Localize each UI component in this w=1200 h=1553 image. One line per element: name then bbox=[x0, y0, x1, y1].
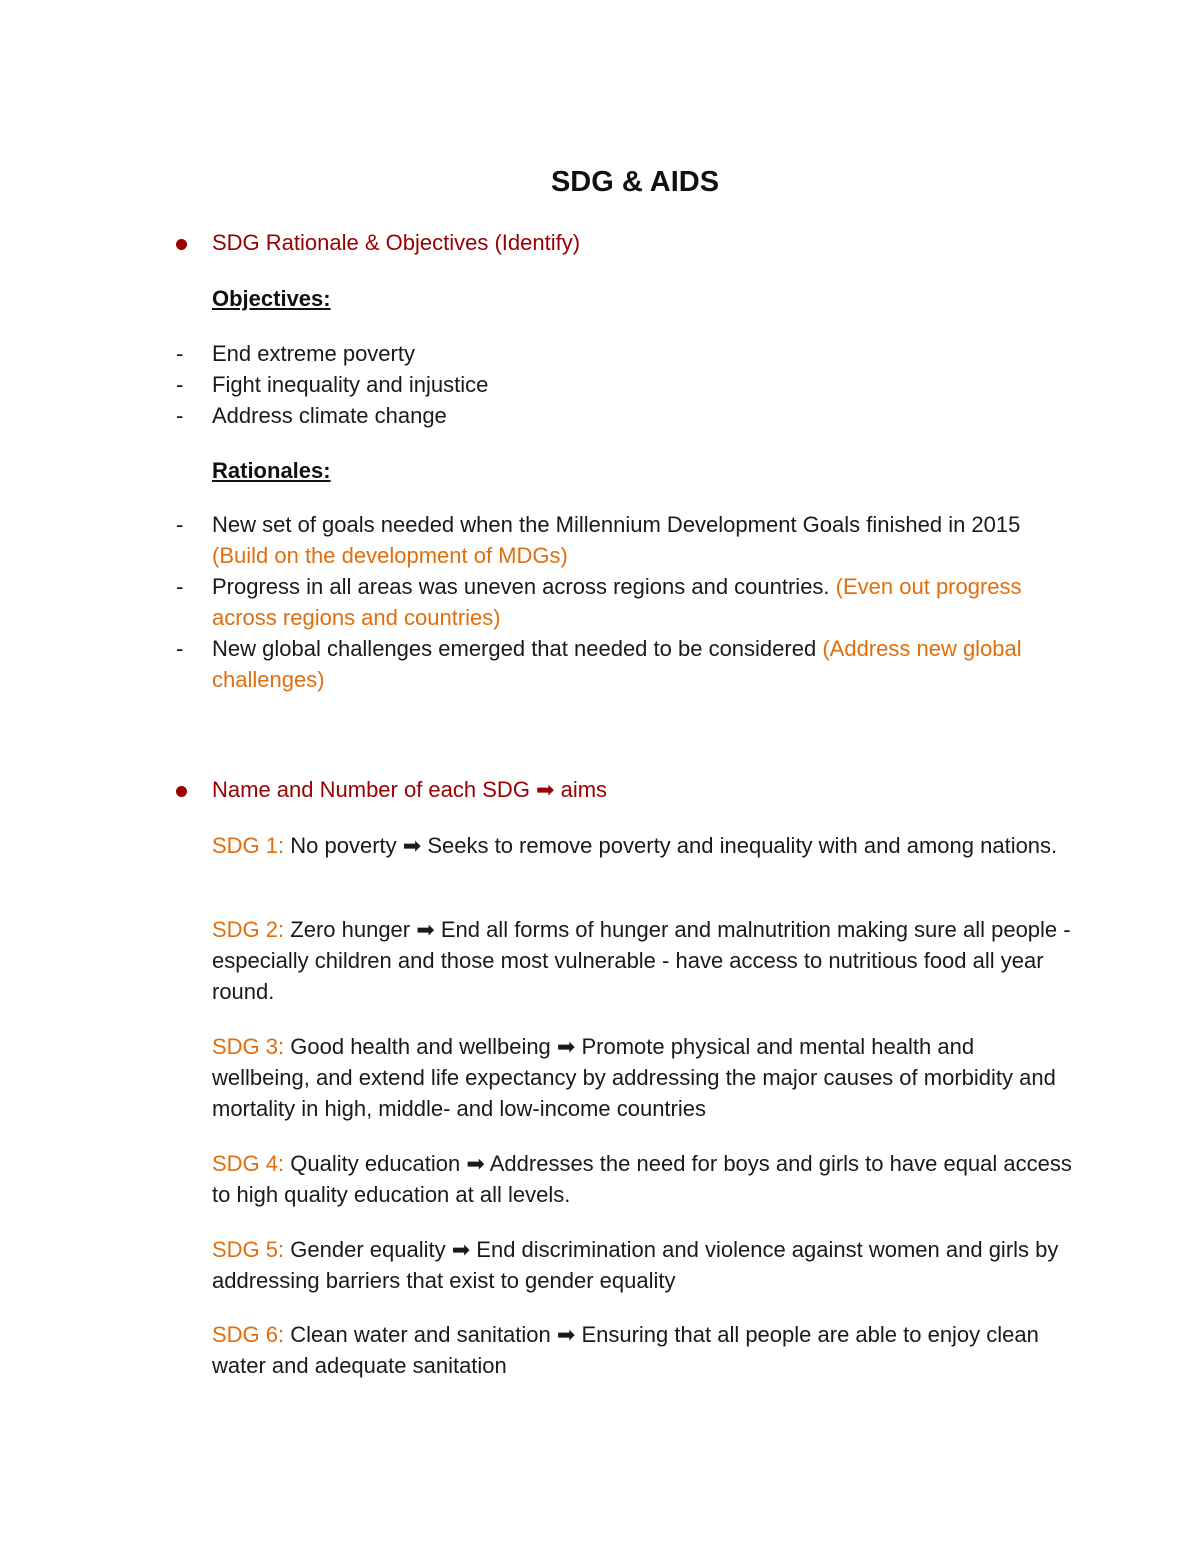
rationale-note: (Build on the development of MDGs) bbox=[212, 543, 568, 568]
objectives-heading: Objectives: bbox=[212, 286, 331, 311]
list-item: - New set of goals needed when the Millennium Development Goals finished in 2015 (Build on the development of MDGs) bbox=[176, 512, 1021, 568]
section-heading: Name and Number of each SDG ➡ aims bbox=[212, 777, 608, 802]
arrow-right-icon: ➡ bbox=[466, 1151, 485, 1176]
page-title: SDG & AIDS bbox=[550, 166, 720, 198]
arrow-right-icon: ➡ bbox=[556, 1034, 576, 1059]
sdg-item-1: SDG 1: No poverty ➡ Seeks to remove poverty and inequality with and among nations. bbox=[212, 833, 1058, 858]
bullet-dot-icon bbox=[176, 786, 187, 797]
objectives-list bbox=[176, 338, 1076, 431]
section-heading: SDG Rationale & Objectives (Identify) bbox=[212, 230, 581, 255]
arrow-right-icon: ➡ bbox=[402, 833, 422, 858]
list-item: - Address climate change bbox=[176, 403, 447, 428]
arrow-right-icon: ➡ bbox=[556, 1322, 576, 1347]
sdg-item-5: SDG 5: Gender equality ➡ End discrimination and violence against women and girls by addressing barriers that exist to gender equality bbox=[212, 1237, 1059, 1293]
list-item: - End extreme poverty bbox=[176, 341, 415, 366]
rationales-heading: Rationales: bbox=[212, 458, 331, 483]
list-item: - Progress in all areas was uneven across regions and countries. (Even out progress across regions and countries) bbox=[176, 574, 1022, 630]
sdg-item-4: SDG 4: Quality education ➡ Addresses the need for boys and girls to have equal access to high quality education at all levels. bbox=[212, 1151, 1072, 1207]
sdg-item-6: SDG 6: Clean water and sanitation ➡ Ensuring that all people are able to enjoy clean water and adequate sanitation bbox=[212, 1322, 1039, 1378]
rationale-note: (Even out progress across regions and countries) bbox=[212, 574, 1022, 630]
sdg-item-2: SDG 2: Zero hunger ➡ End all forms of hunger and malnutrition making sure all people - especially children and those most vulnerable - have access to nutritious food all year round. bbox=[212, 917, 1071, 1004]
arrow-right-icon: ➡ bbox=[451, 1237, 471, 1262]
bullet-dot-icon bbox=[176, 239, 187, 250]
list-item: - Fight inequality and injustice bbox=[176, 372, 489, 397]
rationales-list bbox=[176, 509, 1036, 695]
rationale-note: (Address new global challenges) bbox=[212, 636, 1022, 692]
sdg-item-3: SDG 3: Good health and wellbeing ➡ Promote physical and mental health and wellbeing, and extend life expectancy by addressing the major causes of morbidity and mortality in high, middle- and low-income countries bbox=[212, 1034, 1056, 1121]
arrow-right-icon: ➡ bbox=[416, 917, 435, 942]
list-item: - New global challenges emerged that needed to be considered (Address new global challenges) bbox=[176, 636, 1022, 692]
